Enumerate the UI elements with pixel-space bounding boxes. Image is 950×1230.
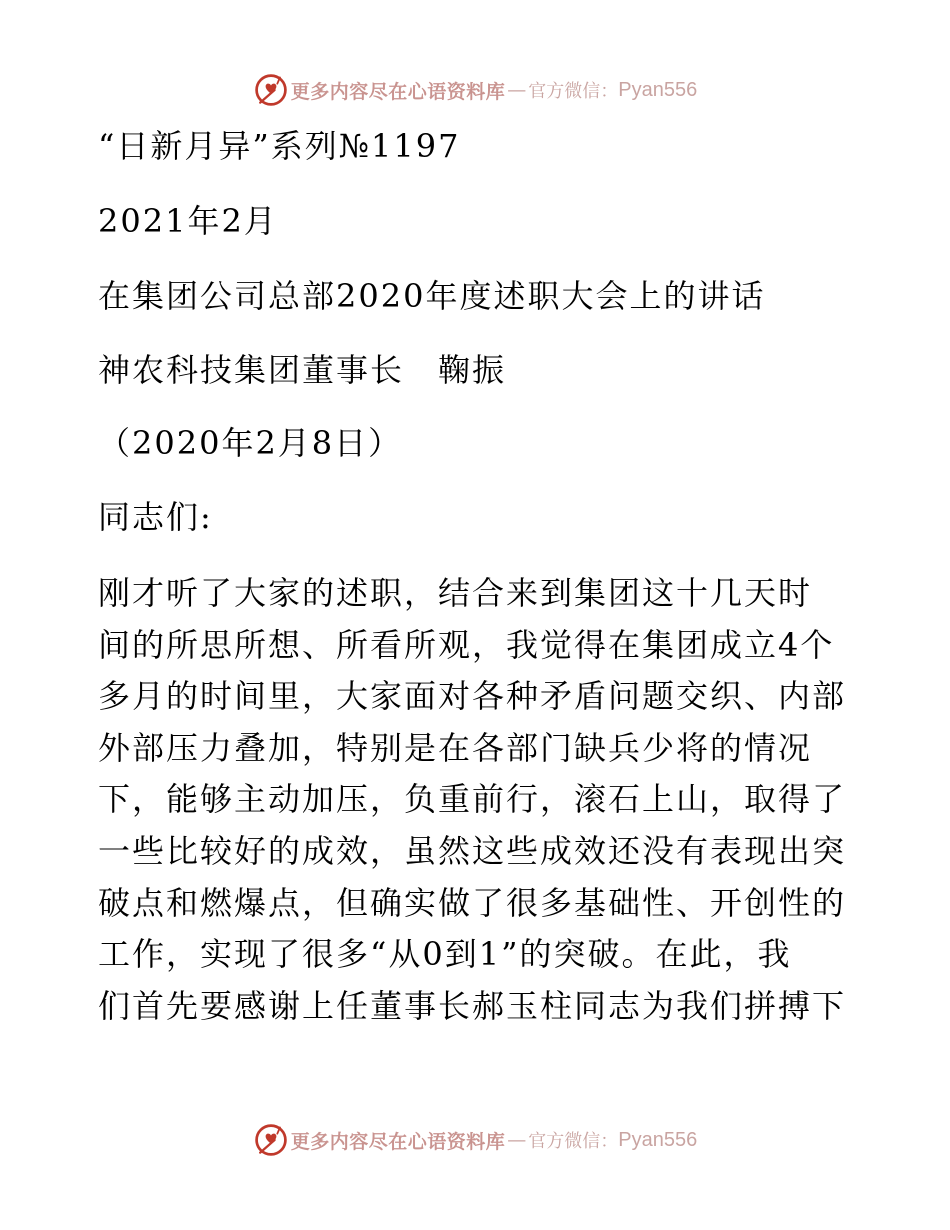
watermark-brand: 更多内容尽在心语资料库 xyxy=(290,1130,506,1153)
heart-quill-logo-icon xyxy=(253,72,289,108)
header-watermark xyxy=(0,70,950,110)
watermark-dash: — xyxy=(507,1129,527,1151)
doc-author: 神农科技集团董事长 鞠振 xyxy=(98,351,507,389)
heart-quill-logo-icon xyxy=(253,1122,289,1158)
watermark-account: Pyan556 xyxy=(618,1128,698,1151)
body-line: 工作，实现了很多“从0到1”的突破。在此，我 xyxy=(98,935,792,974)
body-line: 破点和燃爆点，但确实做了很多基础性、开创性的 xyxy=(98,883,847,922)
body-line: 刚才听了大家的述职，结合来到集团这十几天时 xyxy=(98,574,813,612)
doc-title: 在集团公司总部2020年度述职大会上的讲话 xyxy=(98,277,766,315)
watermark-label: 官方微信： xyxy=(528,1131,619,1152)
watermark-dash: — xyxy=(507,79,527,101)
watermark-account: Pyan556 xyxy=(618,78,698,101)
body-line: 多月的时间里，大家面对各种矛盾问题交织、内部 xyxy=(98,677,847,716)
body-line: 一些比较好的成效，虽然这些成效还没有表现出突 xyxy=(98,831,847,870)
doc-date: 2021年2月 xyxy=(98,202,278,240)
body-line: 下，能够主动加压，负重前行，滚石上山，取得了 xyxy=(98,780,847,819)
body-line: 外部压力叠加，特别是在各部门缺兵少将的情况 xyxy=(98,728,813,767)
body-paragraph xyxy=(98,568,858,1032)
footer-watermark xyxy=(0,1120,950,1160)
salutation: 同志们: xyxy=(98,498,213,536)
body-line: 间的所思所想、所看所观，我觉得在集团成立4个 xyxy=(98,625,835,664)
series-heading: “日新月异”系列№1197 xyxy=(98,127,461,165)
watermark-label: 官方微信： xyxy=(528,81,619,102)
watermark-brand: 更多内容尽在心语资料库 xyxy=(290,80,506,103)
speech-date: （2020年2月8日） xyxy=(98,424,403,462)
body-line: 们首先要感谢上任董事长郝玉柱同志为我们拼搏下 xyxy=(98,986,847,1025)
